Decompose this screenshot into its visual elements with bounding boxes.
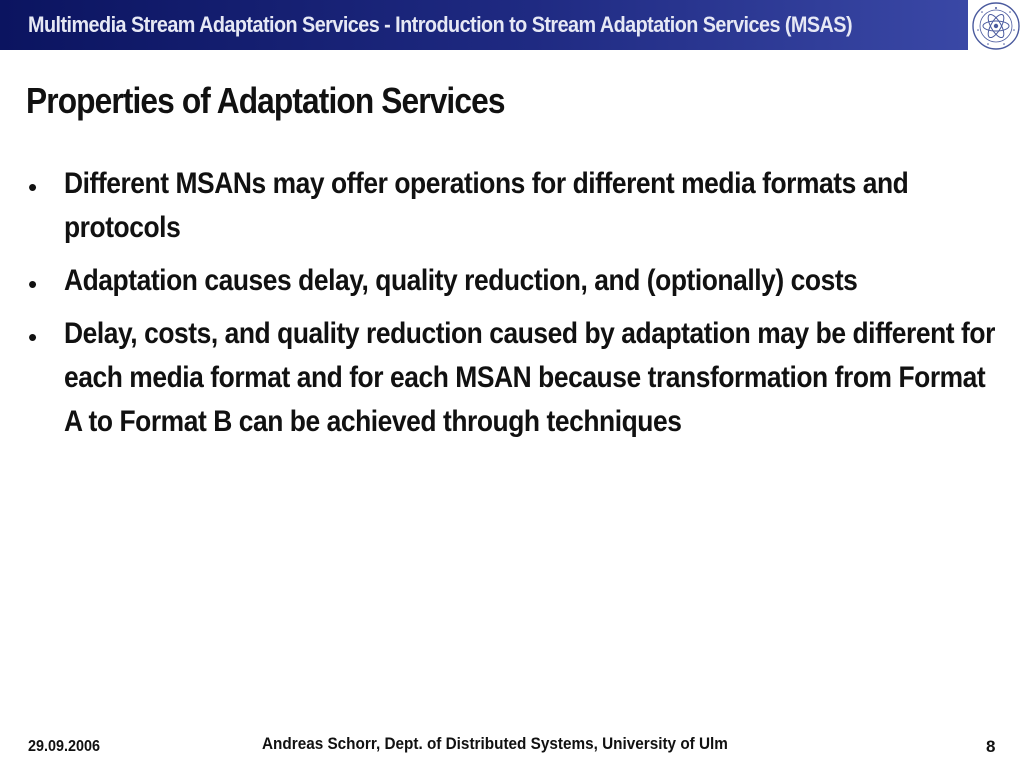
university-logo [968, 0, 1024, 52]
bullet-list [0, 162, 1024, 453]
bullet-item [0, 162, 1024, 250]
header-bar [0, 0, 968, 50]
bullet-marker: • [28, 322, 38, 352]
footer-date: 29.09.2006 [28, 738, 101, 755]
university-seal-icon [968, 0, 1024, 52]
bullet-item [0, 312, 1024, 444]
header-title: Multimedia Stream Adaptation Services - Introduction to Stream Adaptation Services (MSAS) [28, 12, 853, 37]
page-number: 8 [986, 737, 996, 756]
footer-author: Andreas Schorr, Dept. of Distributed Systems, University of Ulm [262, 734, 728, 753]
bullet-text: Delay, costs, and quality reduction caused by adaptation may be different for each media format and for each MSAN because transformation from Format A to Format B can be achieved through techniques [64, 317, 995, 438]
bullet-marker: • [28, 269, 38, 299]
bullet-text: Adaptation causes delay, quality reduction, and (optionally) costs [64, 264, 858, 297]
bullet-text: Different MSANs may offer operations for different media formats and protocols [64, 167, 909, 244]
bullet-item [0, 259, 1024, 303]
slide-title: Properties of Adaptation Services [26, 80, 505, 121]
bullet-marker: • [28, 172, 38, 202]
